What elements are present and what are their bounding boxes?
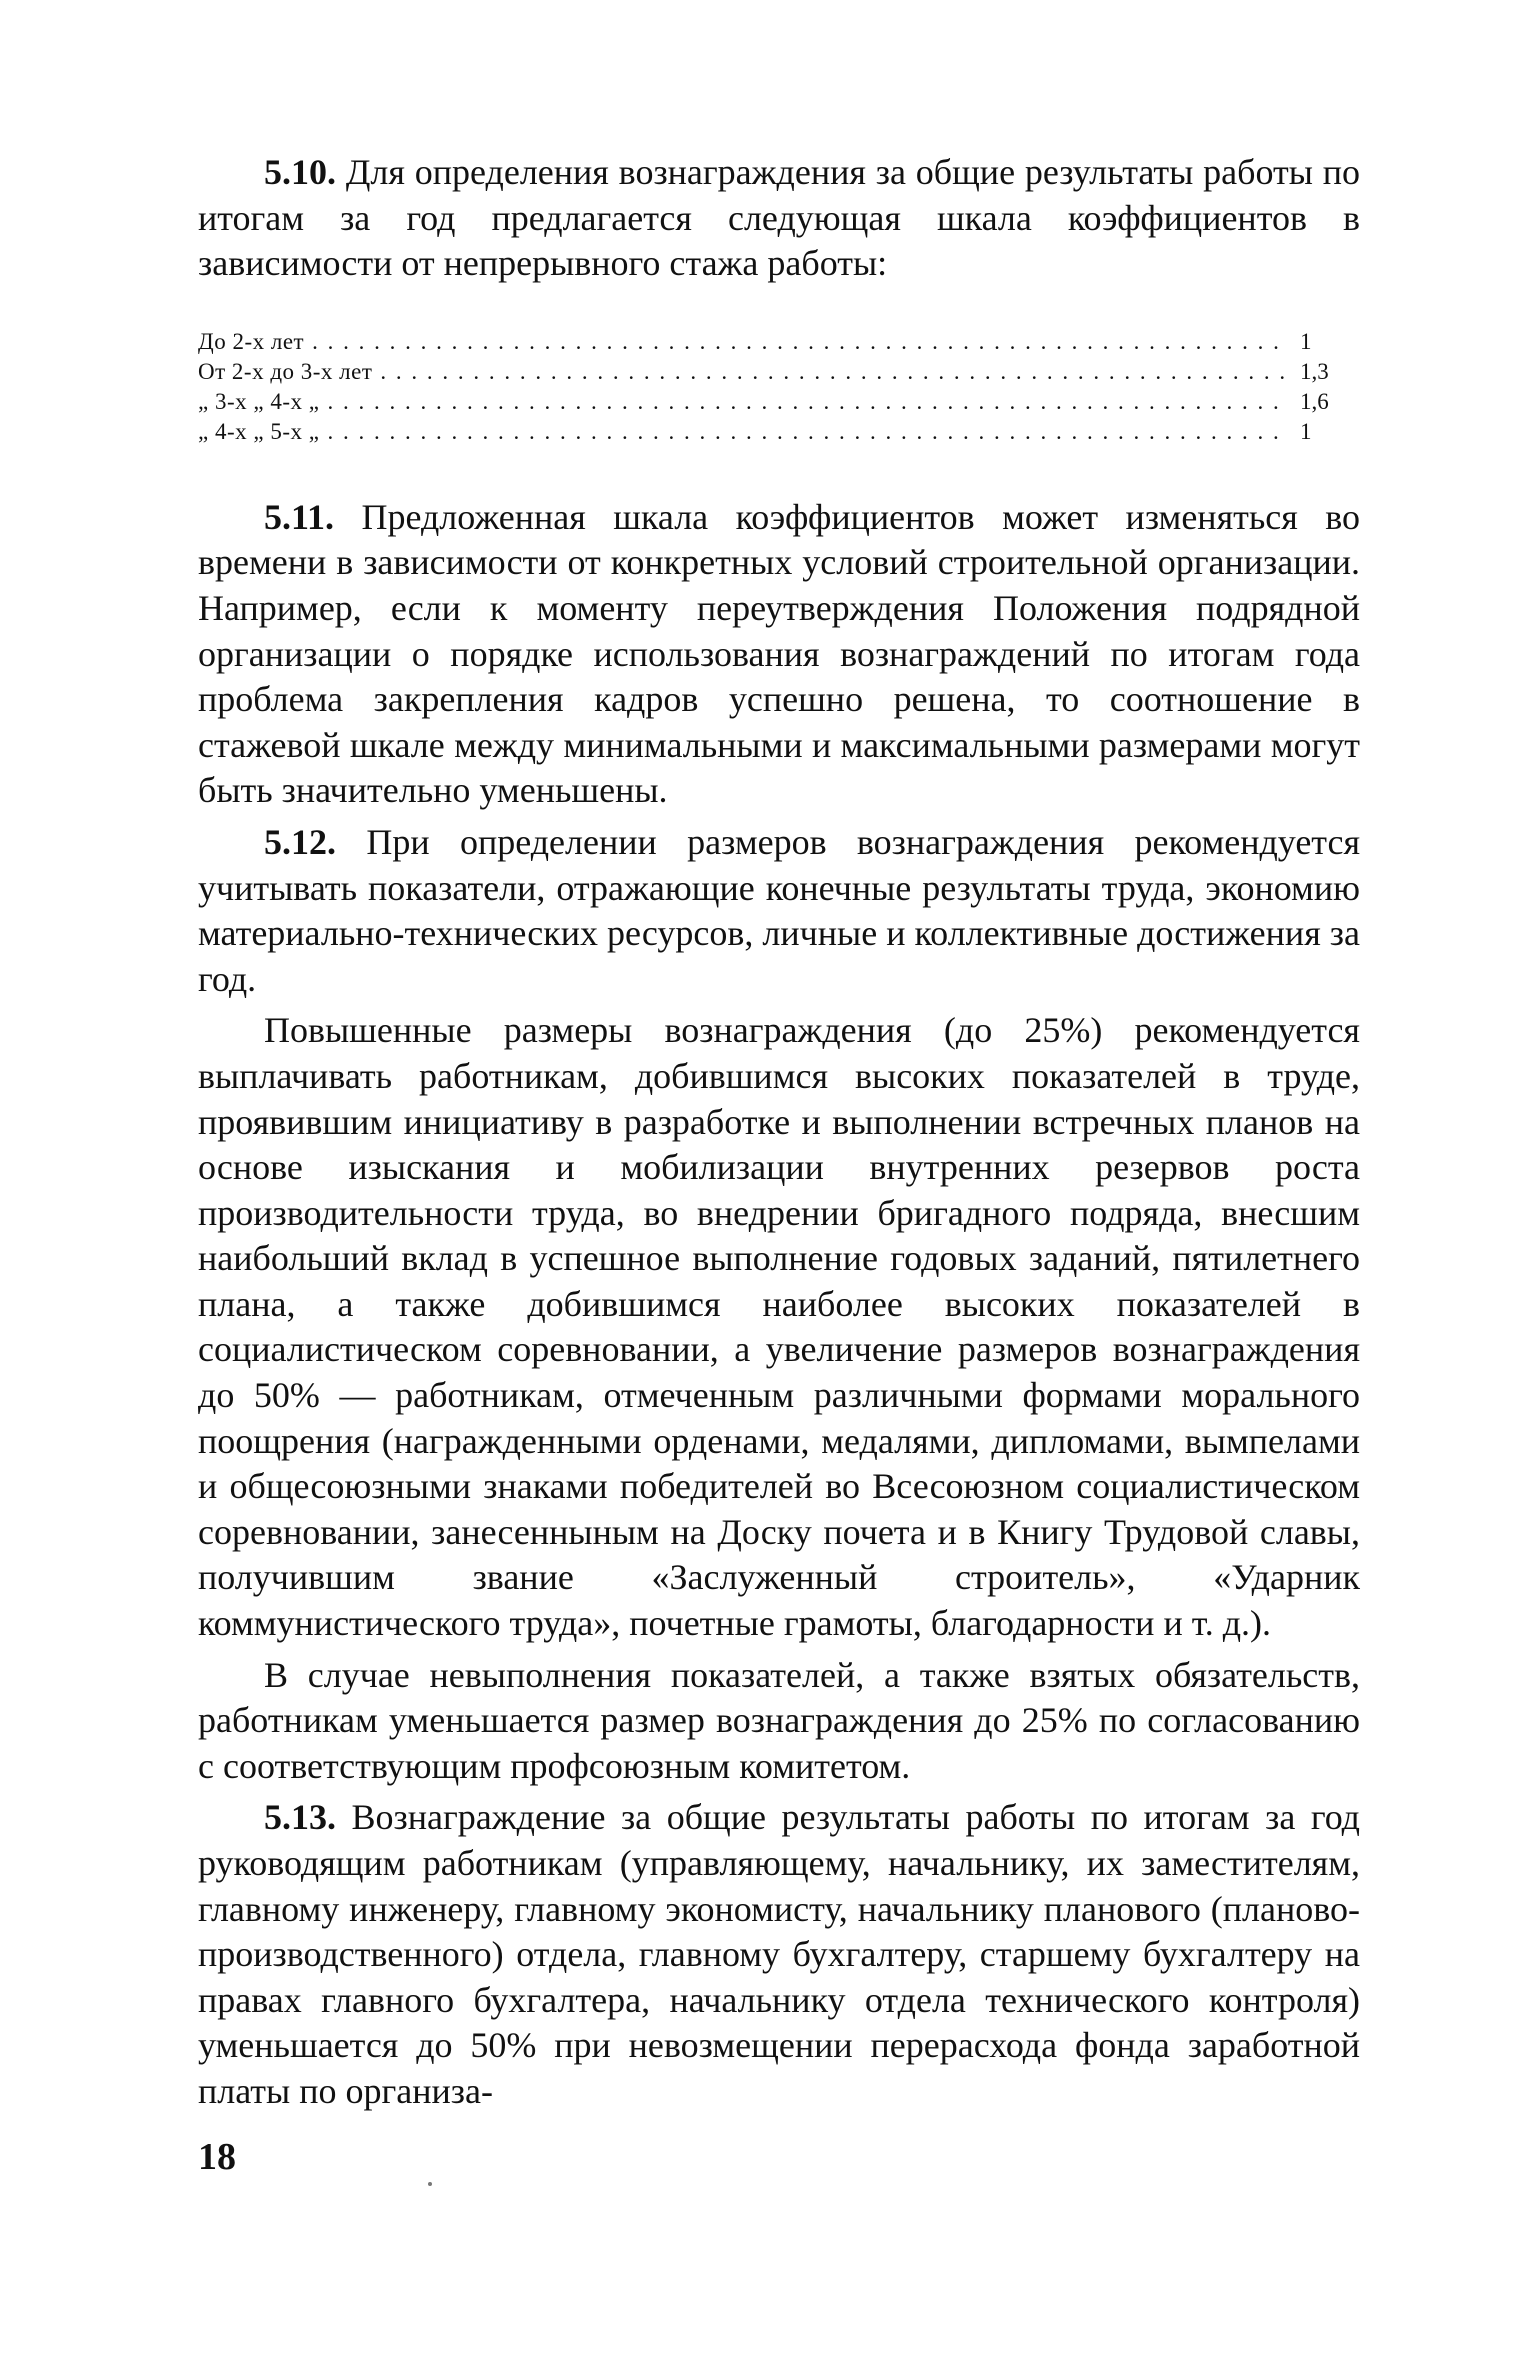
- paragraph-5-11-text: Предложенная шкала коэффициентов может изменяться во времени в зависимости от конкретных условий строительной организации. Например, если к моменту переутверждения Положения подрядной организации о порядке использования вознаграждений по итогам года проблема закрепления кадров успешно решена, то соотношение в стажевой шкале между минимальными и максимальными размерами могут быть значительно уменьшены.: [198, 496, 1361, 811]
- paragraph-5-13-text: Вознаграждение за общие результаты работы по итогам за год руководящим работникам (управляющему, начальнику, их заместителям, главному инженеру, главному экономисту, начальнику планового (планово-производственного) отдела, главному бухгалтеру, старшему бухгалтеру на правах главного бухгалтера, начальнику отдела технического контроля) уменьшается до 50% при невозмещении перерасхода фонда заработной платы по организа-: [198, 1797, 1360, 2111]
- coefficient-table: [198, 327, 1360, 447]
- paragraph-5-10-text: Для определения вознаграждения за общие результаты работы по итогам за год предлагается следующая шкала коэффициентов в зависимости от непрерывного стажа работы:: [198, 152, 1361, 284]
- dot-leader: [327, 387, 1290, 417]
- row-value: 1: [1300, 328, 1312, 354]
- page-number: 18: [198, 2136, 236, 2178]
- dot-leader: [380, 357, 1290, 387]
- row-label: До 2-х лет: [198, 328, 305, 354]
- paragraph-5-12: [198, 820, 1360, 1002]
- row-value: 1,3: [1300, 358, 1329, 384]
- print-speck: [428, 2182, 432, 2186]
- document-page: [198, 150, 1360, 2115]
- table-row: [198, 387, 1360, 417]
- paragraph-5-12-text: При определении размеров вознаграждения рекомендуется учитывать показатели, отражающие конечные результаты труда, экономию материально-технических ресурсов, личные и коллективные достижения за год.: [198, 821, 1361, 999]
- paragraph-5-13: [198, 1795, 1360, 2114]
- row-value: 1: [1300, 418, 1312, 444]
- section-number-5-12: 5.12.: [264, 821, 336, 862]
- row-label: „ 3-х „ 4-х „: [198, 388, 320, 414]
- row-label: От 2-х до 3-х лет: [198, 358, 373, 384]
- table-row: [198, 327, 1360, 357]
- section-number-5-13: 5.13.: [264, 1797, 336, 1838]
- paragraph-5-11: [198, 495, 1360, 814]
- row-value: 1,6: [1300, 388, 1329, 414]
- paragraph-nonfulfillment: В случае невыполнения показателей, а также взятых обязательств, работникам уменьшается размер вознаграждения до 25% по согласованию с соответствующим профсоюзным комитетом.: [198, 1654, 1360, 1786]
- dot-leader: [312, 327, 1290, 357]
- row-label: „ 4-х „ 5-х „: [198, 418, 320, 444]
- paragraph-increased-rewards: Повышенные размеры вознаграждения (до 25%) рекомендуется выплачивать работникам, добившимся высоких показателей в труде, проявившим инициативу в разработке и выполнении встречных планов на основе изыскания и мобилизации внутренних резервов роста производительности труда, во внедрении бригадного подряда, внесшим наибольший вклад в успешное выполнение годовых заданий, пятилетнего плана, а также добившимся наиболее высоких показателей в социалистическом соревновании, а увеличение размеров вознаграждения до 50% — работникам, отмеченным различными формами морального поощрения (награжденными орденами, медалями, дипломами, вымпелами и общесоюзными знаками победителей во Всесоюзном социалистическом соревновании, занесенныным на Доску почета и в Книгу Трудовой славы, получившим звание «Заслуженный строитель», «Ударник коммунистического труда», почетные грамоты, благодарности и т. д.).: [198, 1010, 1360, 1644]
- section-number-5-11: 5.11.: [264, 496, 335, 537]
- table-row: [198, 417, 1360, 447]
- section-number-5-10: 5.10.: [264, 152, 336, 192]
- paragraph-5-10: [198, 150, 1360, 287]
- dot-leader: [327, 417, 1290, 447]
- table-row: [198, 357, 1360, 387]
